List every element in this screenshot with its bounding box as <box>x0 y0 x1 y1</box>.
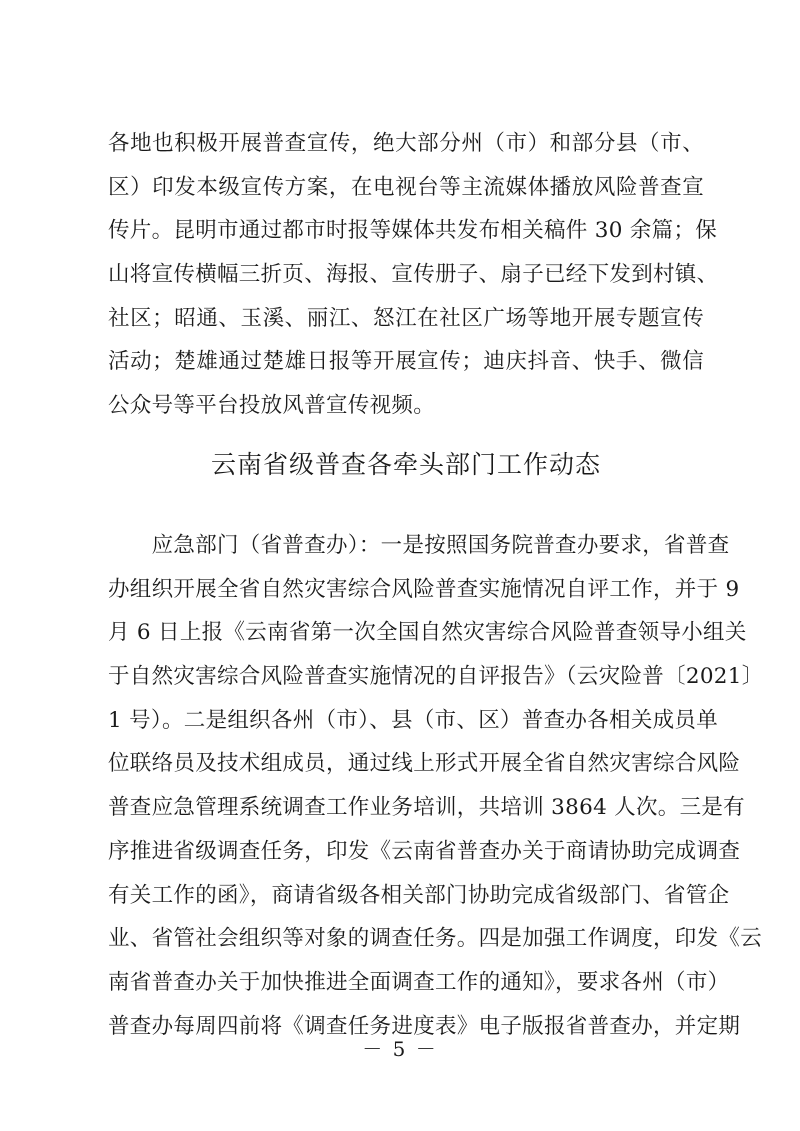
page-number: － 5 － <box>362 1037 438 1061</box>
text-line: 位联络员及技术组成员，通过线上形式开展全省自然灾害综合风险 <box>108 751 741 777</box>
section-heading: 云南省级普查各牵头部门工作动态 <box>210 450 601 479</box>
text-line: 活动；楚雄通过楚雄日报等开展宣传；迪庆抖音、快手、微信 <box>108 349 704 375</box>
text-line: 应急部门（省普查办）：一是按照国务院普查办要求，省普查 <box>108 533 730 558</box>
text-line: 月 6 日上报《云南省第一次全国自然灾害综合风险普查领导小组关 <box>108 620 747 646</box>
text-line: 普查办每周四前将《调查任务进度表》电子版报省普查办，并定期 <box>108 1013 741 1039</box>
text-line: 序推进省级调查任务，印发《云南省普查办关于商请协助完成调查 <box>108 838 741 864</box>
text-line: 1 号）。二是组织各州（市）、县（市、区）普查办各相关成员单 <box>108 707 719 733</box>
text-line: 南省普查办关于加快推进全面调查工作的通知》，要求各州（市） <box>108 969 730 995</box>
paragraph-propaganda <box>108 122 719 428</box>
text-line: 区）印发本级宣传方案，在电视台等主流媒体播放风险普查宣 <box>108 174 704 200</box>
text-line: 传片。昆明市通过都市时报等媒体共发布相关稿件 30 余篇；保 <box>108 218 718 244</box>
text-line: 有关工作的函》，商请省级各相关部门协助完成省级部门、省管企 <box>108 882 730 908</box>
text-line: 公众号等平台投放风普宣传视频。 <box>108 393 436 419</box>
text-line: 办组织开展全省自然灾害综合风险普查实施情况自评工作，并于 9 <box>108 576 740 602</box>
paragraph-emergency-department <box>108 524 764 1048</box>
text-line: 各地也积极开展普查宣传，绝大部分州（市）和部分县（市、 <box>108 131 704 156</box>
text-line: 于自然灾害综合风险普查实施情况的自评报告》（云灾险普〔2021〕 <box>108 664 764 690</box>
text-line: 社区；昭通、玉溪、丽江、怒江在社区广场等地开展专题宣传 <box>108 305 704 331</box>
text-line: 普查应急管理系统调查工作业务培训，共培训 3864 人次。三是有 <box>108 795 745 821</box>
document-page <box>108 122 764 1039</box>
text-line: 业、省管社会组织等对象的调查任务。四是加强工作调度，印发《云 <box>108 926 763 952</box>
text-line: 山将宣传横幅三折页、海报、宣传册子、扇子已经下发到村镇、 <box>108 262 719 288</box>
